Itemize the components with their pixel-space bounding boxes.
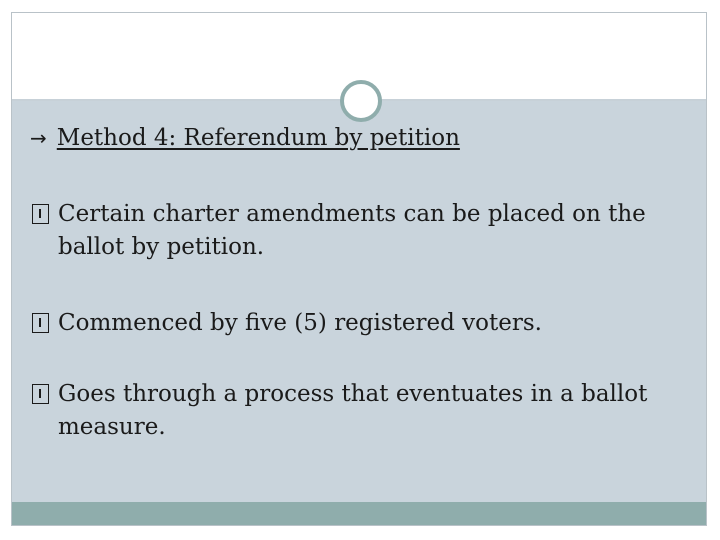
subtitle-text: Method 4: Referendum by petition <box>56 125 460 151</box>
ring-ornament-icon <box>340 80 382 122</box>
replacement-character-icon <box>32 313 49 333</box>
slide-subtitle <box>30 125 460 151</box>
ring-ornament-center <box>347 87 375 115</box>
bullet-text: Goes through a process that eventuates in a ballot measure. <box>58 381 648 440</box>
arrow-right-icon: → <box>30 126 47 150</box>
bullet-list <box>32 198 672 444</box>
bullet-item <box>32 307 672 340</box>
bullet-text: Certain charter amendments can be placed on the ballot by petition. <box>58 201 646 260</box>
replacement-character-icon <box>32 384 49 404</box>
replacement-character-icon <box>32 204 49 224</box>
bullet-item <box>32 198 672 264</box>
footer-band <box>12 502 706 525</box>
bullet-item <box>32 378 672 444</box>
bullet-text: Commenced by five (5) registered voters. <box>58 310 542 336</box>
